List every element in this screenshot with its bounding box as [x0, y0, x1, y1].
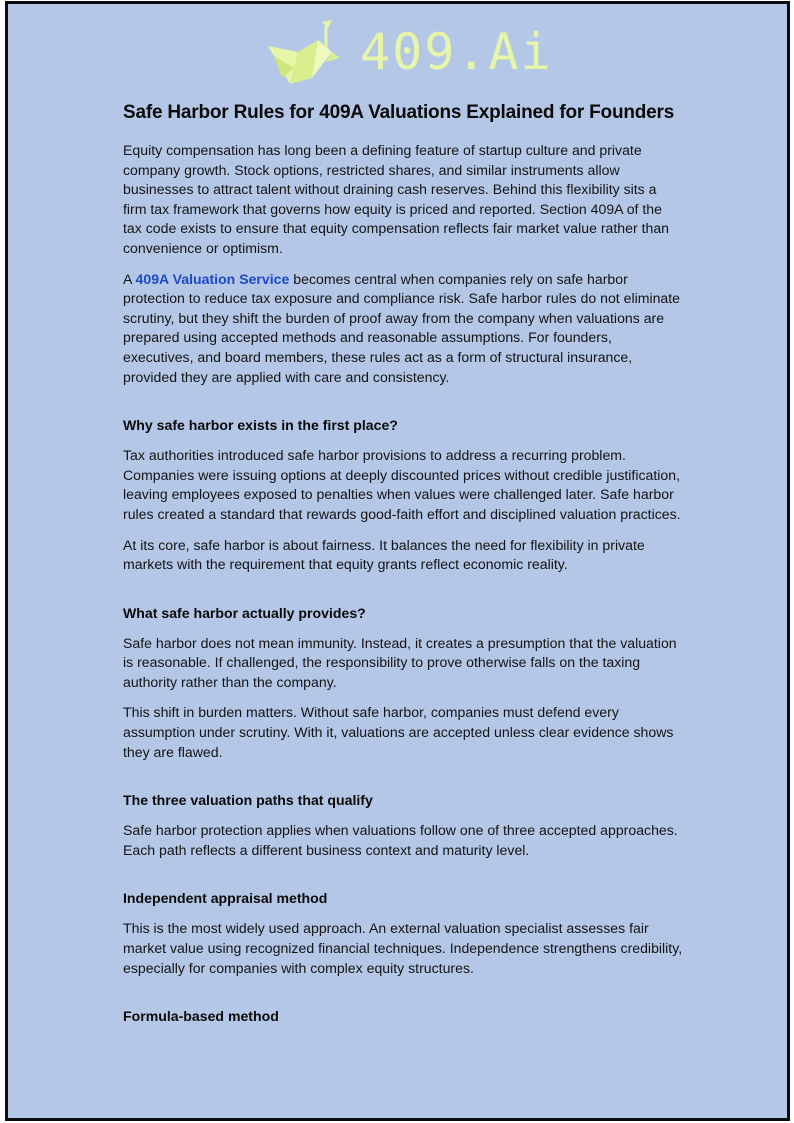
- section-heading-why: Why safe harbor exists in the first place?: [123, 417, 398, 434]
- logo: [260, 18, 570, 88]
- what-paragraph-2: This shift in burden matters. Without safe harbor, companies must defend every assumption under scrutiny. With it, valuations are accepted unless clear evidence shows they are flawed.: [123, 704, 674, 760]
- article: [123, 100, 683, 1037]
- logo-text: 409.Ai: [360, 23, 553, 81]
- intro-paragraph-2-rest: becomes central when companies rely on safe harbor protection to reduce tax exposure and compliance risk. Safe harbor rules do not eliminate scrutiny, but they shift the burden of proof away from the company when valuations are prepared using accepted methods and reasonable assumptions. For founders, executives, and board members, these rules act as a form of structural insurance, provided they are applied with care and consistency.: [123, 270, 681, 385]
- intro-paragraph-2: [123, 270, 683, 388]
- section-heading-what: What safe harbor actually provides?: [123, 604, 366, 621]
- intro-paragraph-1: Equity compensation has long been a defining feature of startup culture and private company growth. Stock options, restricted shares, and similar instruments allow businesses to attract talent without draining cash reserves. Behind this flexibility sits a firm tax framework that governs how equity is priced and reported. Section 409A of the tax code exists to ensure that equity compensation reflects fair market value rather than convenience or optimism.: [123, 142, 670, 256]
- intro-paragraph-2-prefix: A: [123, 270, 136, 287]
- 409a-valuation-service-link[interactable]: 409A Valuation Service: [135, 270, 290, 287]
- section-heading-formula: Formula-based method: [123, 1008, 279, 1025]
- paths-paragraph-1: Safe harbor protection applies when valuations follow one of three accepted approaches. Each path reflects a different business context and maturity level.: [123, 822, 678, 858]
- page-title: Safe Harbor Rules for 409A Valuations Explained for Founders: [123, 102, 675, 123]
- what-paragraph-1: Safe harbor does not mean immunity. Instead, it creates a presumption that the valuation is reasonable. If challenged, the responsibility to prove otherwise falls on the taxing authority rather than the company.: [123, 634, 677, 690]
- independent-paragraph-1: This is the most widely used approach. An external valuation specialist assesses fair market value using recognized financial techniques. Independence strengthens credibility, especially for companies with complex equity structures.: [123, 920, 683, 976]
- page-frame: [5, 1, 790, 1121]
- section-heading-independent: Independent appraisal method: [123, 890, 328, 907]
- why-paragraph-1: Tax authorities introduced safe harbor provisions to address a recurring problem. Companies were issuing options at deeply discounted prices without credible justification, leaving employees exposed to penalties when values were challenged later. Safe harbor rules created a standard that rewards good-faith effort and disciplined valuation practices.: [123, 447, 681, 522]
- why-paragraph-2: At its core, safe harbor is about fairness. It balances the need for flexibility in private markets with the requirement that equity grants reflect economic reality.: [123, 536, 645, 573]
- origami-bird-icon: [260, 18, 350, 88]
- section-heading-paths: The three valuation paths that qualify: [123, 792, 373, 809]
